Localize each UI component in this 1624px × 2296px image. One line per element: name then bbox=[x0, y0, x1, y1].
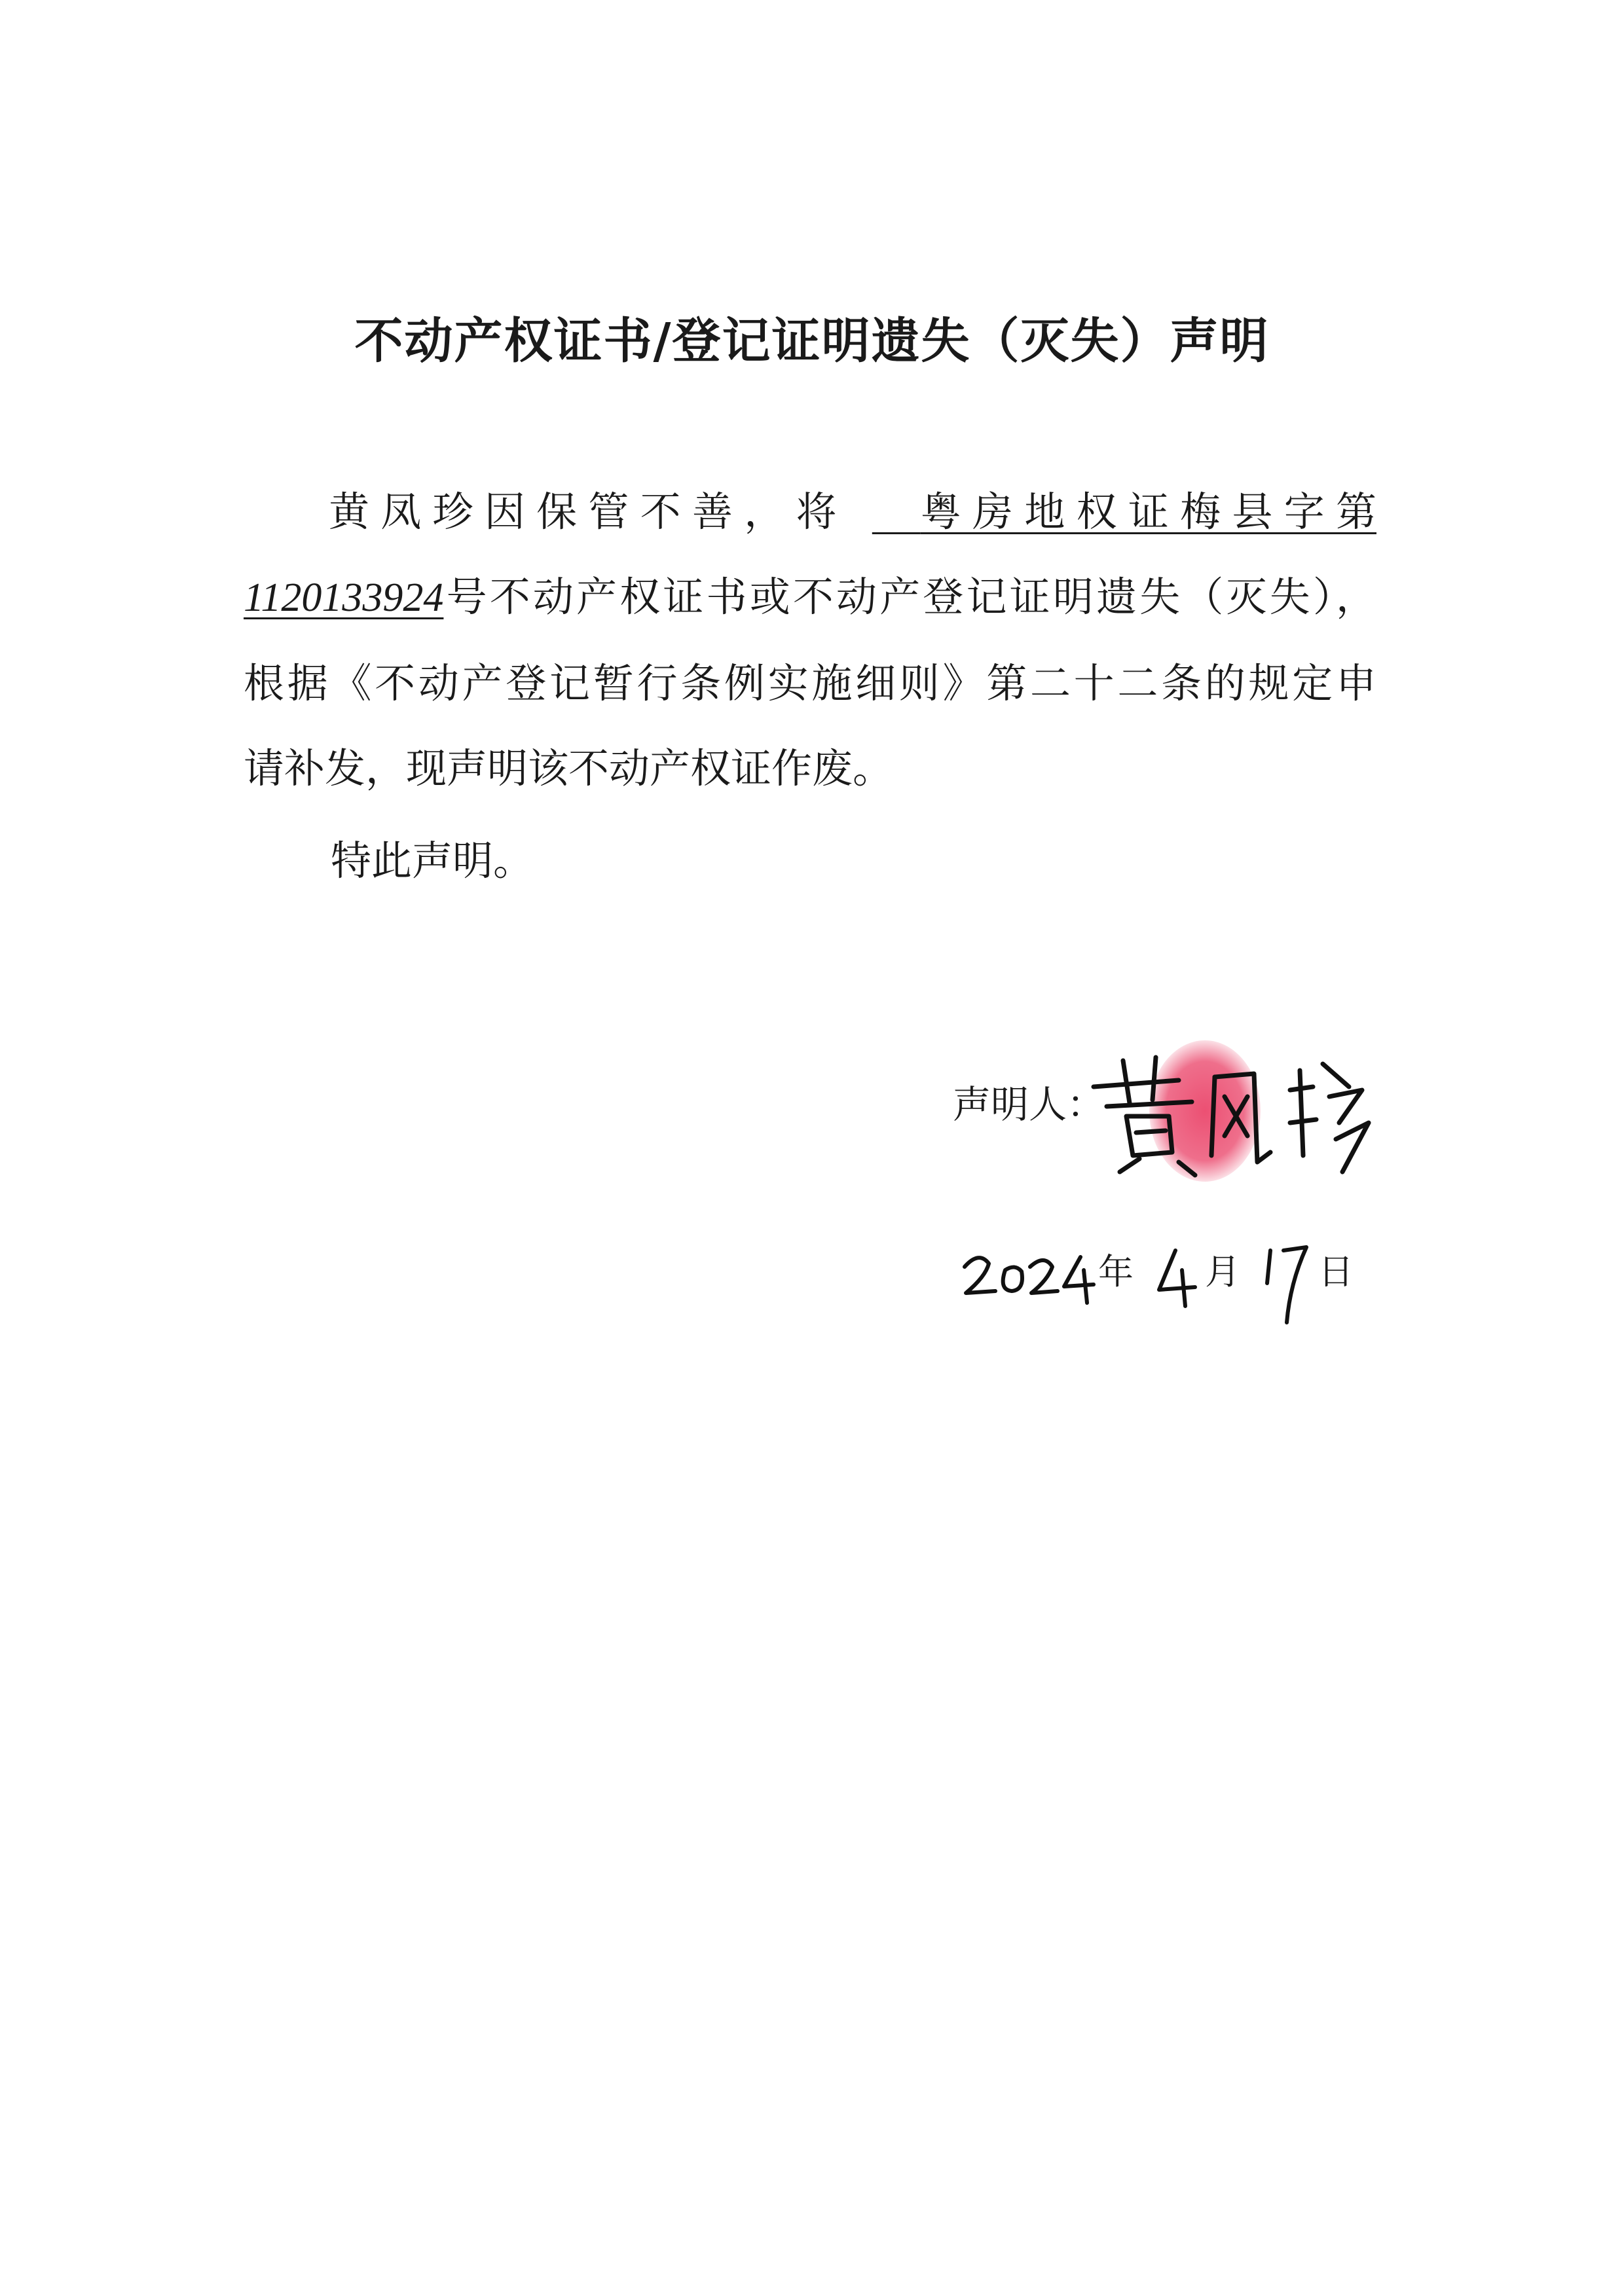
date-year-unit: 年 bbox=[1098, 1251, 1134, 1292]
handwritten-month bbox=[1159, 1250, 1195, 1306]
handwritten-day bbox=[1267, 1247, 1306, 1322]
handwritten-date-digits bbox=[959, 1231, 1378, 1336]
document-title: 不动产权证书/登记证明遗失（灭失）声明 bbox=[354, 313, 1270, 369]
signature-block bbox=[1080, 1025, 1375, 1195]
line1-prefix: 黄凤珍因保管不善，将 bbox=[329, 488, 848, 536]
fingerprint-and-signature-drawing bbox=[1080, 1025, 1375, 1195]
handwritten-year bbox=[965, 1257, 1094, 1303]
paragraph-line-2 bbox=[244, 573, 1376, 621]
date-month-unit: 月 bbox=[1205, 1251, 1240, 1292]
certificate-prefix-text: 粤房地权证梅县字第 bbox=[920, 488, 1376, 536]
paragraph-line-4: 请补发，现声明该不动产权证作废。 bbox=[244, 744, 894, 792]
certificate-prefix-underlined bbox=[872, 488, 1376, 536]
date-day-unit: 日 bbox=[1318, 1251, 1354, 1292]
certificate-number: 1120133924 bbox=[244, 575, 444, 620]
declarant-label: 声明人： bbox=[953, 1082, 1105, 1127]
closing-statement: 特此声明。 bbox=[331, 837, 534, 884]
paragraph-line-3: 根据《不动产登记暂行条例实施细则》第二十二条的规定申 bbox=[244, 659, 1376, 707]
fingerprint-icon bbox=[1149, 1040, 1261, 1182]
paragraph-line-1 bbox=[329, 488, 1376, 536]
date-block bbox=[959, 1231, 1378, 1336]
line2-rest: 号不动产权证书或不动产登记证明遗失（灭失）， bbox=[443, 573, 1376, 621]
